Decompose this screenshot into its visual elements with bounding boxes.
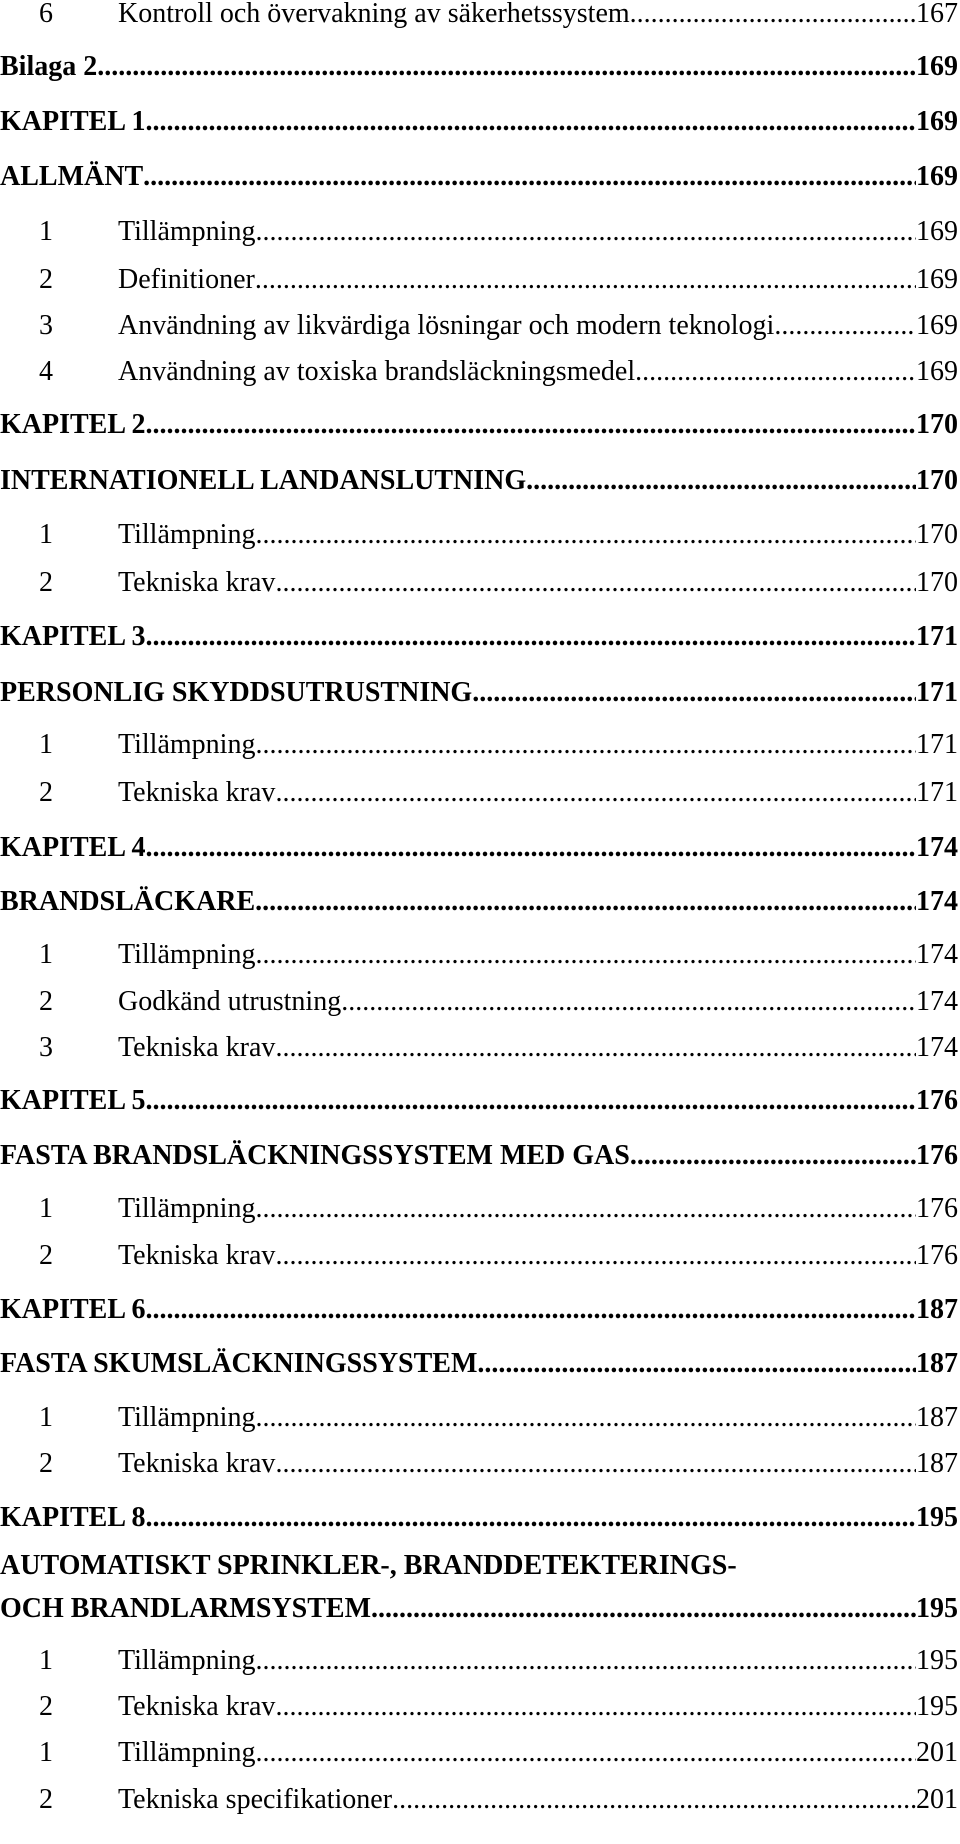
toc-dot-leader bbox=[145, 1501, 916, 1535]
toc-dot-leader bbox=[371, 1592, 916, 1626]
toc-dot-leader bbox=[255, 938, 916, 972]
toc-entry[interactable] bbox=[0, 1293, 958, 1327]
toc-dot-leader bbox=[255, 728, 916, 762]
toc-entry[interactable] bbox=[0, 50, 958, 84]
toc-entry-page-number: 171 bbox=[916, 621, 958, 652]
toc-entry-page-number: 174 bbox=[916, 939, 958, 970]
toc-entry-title: Användning av toxiska brandsläckningsmedel bbox=[118, 356, 636, 387]
toc-entry-title: FASTA SKUMSLÄCKNINGSSYSTEM bbox=[0, 1348, 478, 1379]
toc-entry[interactable] bbox=[0, 776, 958, 810]
toc-dot-leader bbox=[630, 0, 916, 31]
toc-dot-leader bbox=[275, 1447, 916, 1481]
toc-entry-number: 1 bbox=[39, 1402, 53, 1433]
toc-dot-leader bbox=[275, 1031, 916, 1065]
toc-entry[interactable] bbox=[0, 1347, 958, 1381]
toc-entry-title: KAPITEL 4 bbox=[0, 832, 146, 863]
toc-entry-title: Tillämpning bbox=[118, 1645, 256, 1676]
toc-entry-number: 1 bbox=[39, 1737, 53, 1768]
toc-entry[interactable] bbox=[0, 620, 958, 654]
toc-dot-leader bbox=[635, 355, 916, 389]
toc-dot-leader bbox=[255, 263, 916, 297]
toc-entry-page-number: 201 bbox=[916, 1784, 958, 1815]
toc-entry-page-number: 174 bbox=[916, 1032, 958, 1063]
toc-entry[interactable] bbox=[0, 985, 958, 1019]
toc-dot-leader bbox=[255, 1644, 916, 1678]
toc-dot-leader bbox=[255, 215, 916, 249]
toc-dot-leader bbox=[255, 1736, 916, 1770]
toc-entry[interactable] bbox=[0, 160, 958, 194]
toc-entry-title: Tekniska krav bbox=[118, 567, 276, 598]
toc-entry-title: Tillämpning bbox=[118, 1193, 256, 1224]
toc-dot-leader bbox=[145, 1084, 916, 1118]
toc-dot-leader bbox=[97, 50, 916, 84]
toc-entry-number: 2 bbox=[39, 1240, 53, 1271]
toc-dot-leader bbox=[145, 831, 916, 865]
toc-entry-number: 2 bbox=[39, 777, 53, 808]
toc-entry-title: Kontroll och övervakning av säkerhetssystem bbox=[118, 0, 630, 29]
toc-entry-title: Definitioner bbox=[118, 264, 255, 295]
toc-entry-title: Tekniska krav bbox=[118, 1691, 276, 1722]
toc-entry[interactable] bbox=[0, 1239, 958, 1273]
toc-entry-page-number: 187 bbox=[916, 1348, 958, 1379]
toc-entry-title: ALLMÄNT bbox=[0, 161, 144, 192]
toc-entry-number: 1 bbox=[39, 939, 53, 970]
toc-entry-page-number: 169 bbox=[916, 310, 958, 341]
toc-entry-title: Bilaga 2 bbox=[0, 51, 98, 82]
toc-dot-leader bbox=[145, 105, 916, 139]
toc-entry-title: KAPITEL 6 bbox=[0, 1294, 146, 1325]
toc-dot-leader bbox=[341, 985, 916, 1019]
toc-entry[interactable] bbox=[0, 0, 958, 31]
toc-dot-leader bbox=[275, 1690, 916, 1724]
toc-entry-page-number: 171 bbox=[916, 777, 958, 808]
toc-dot-leader bbox=[472, 676, 916, 710]
toc-entry[interactable] bbox=[0, 1501, 958, 1535]
toc-dot-leader bbox=[255, 1401, 916, 1435]
toc-entry[interactable] bbox=[0, 1192, 958, 1226]
toc-entry-title: Godkänd utrustning bbox=[118, 986, 342, 1017]
toc-entry[interactable] bbox=[0, 566, 958, 600]
toc-entry-title: Tekniska krav bbox=[118, 1240, 276, 1271]
toc-entry[interactable] bbox=[0, 464, 958, 498]
toc-entry[interactable] bbox=[0, 105, 958, 139]
toc-entry[interactable] bbox=[0, 1031, 958, 1065]
toc-entry-title: Tillämpning bbox=[118, 1737, 256, 1768]
toc-dot-leader bbox=[145, 1293, 916, 1327]
toc-entry-number: 1 bbox=[39, 216, 53, 247]
toc-entry-page-number: 176 bbox=[916, 1240, 958, 1271]
toc-dot-leader bbox=[275, 1239, 916, 1273]
toc-entry-title: INTERNATIONELL LANDANSLUTNING bbox=[0, 465, 527, 496]
toc-dot-leader bbox=[145, 620, 916, 654]
toc-entry-title: BRANDSLÄCKARE bbox=[0, 886, 256, 917]
toc-entry[interactable] bbox=[0, 1401, 958, 1435]
toc-entry-number: 4 bbox=[39, 356, 53, 387]
toc-entry-title: KAPITEL 3 bbox=[0, 621, 146, 652]
toc-entry[interactable] bbox=[0, 885, 958, 919]
toc-entry-title: KAPITEL 1 bbox=[0, 106, 146, 137]
toc-entry-page-number: 176 bbox=[916, 1140, 958, 1171]
toc-dot-leader bbox=[774, 309, 916, 343]
toc-dot-leader bbox=[630, 1139, 916, 1173]
toc-dot-leader bbox=[255, 885, 916, 919]
toc-dot-leader bbox=[145, 408, 916, 442]
toc-entry-title: Tekniska krav bbox=[118, 1448, 276, 1479]
toc-entry[interactable] bbox=[0, 1690, 958, 1724]
toc-entry-page-number: 195 bbox=[916, 1645, 958, 1676]
toc-entry[interactable] bbox=[0, 518, 958, 552]
toc-entry-number: 2 bbox=[39, 986, 53, 1017]
toc-entry[interactable] bbox=[0, 1736, 958, 1770]
toc-entry-number: 2 bbox=[39, 264, 53, 295]
toc-entry-number: 2 bbox=[39, 1784, 53, 1815]
toc-entry-title: Tekniska krav bbox=[118, 1032, 276, 1063]
toc-entry-title: Tillämpning bbox=[118, 216, 256, 247]
toc-entry-title: Tillämpning bbox=[118, 1402, 256, 1433]
toc-entry-number: 3 bbox=[39, 1032, 53, 1063]
toc-entry-number: 1 bbox=[39, 1645, 53, 1676]
toc-entry[interactable] bbox=[0, 309, 958, 343]
toc-entry-number: 3 bbox=[39, 310, 53, 341]
toc-entry-title: Användning av likvärdiga lösningar och modern teknologi bbox=[118, 310, 775, 341]
toc-entry-page-number: 201 bbox=[916, 1737, 958, 1768]
toc-entry[interactable] bbox=[0, 1139, 958, 1173]
toc-entry-page-number: 174 bbox=[916, 986, 958, 1017]
toc-entry[interactable] bbox=[0, 1592, 958, 1626]
toc-entry-title: Tekniska specifikationer bbox=[118, 1784, 393, 1815]
toc-entry[interactable] bbox=[0, 1084, 958, 1118]
toc-entry[interactable] bbox=[0, 408, 958, 442]
toc-entry-number: 2 bbox=[39, 567, 53, 598]
toc-entry-page-number: 195 bbox=[916, 1502, 958, 1533]
toc-entry-page-number: 170 bbox=[916, 519, 958, 550]
toc-dot-leader bbox=[275, 776, 916, 810]
toc-entry[interactable] bbox=[0, 1783, 958, 1817]
toc-entry-page-number: 169 bbox=[916, 106, 958, 137]
toc-entry-page-number: 176 bbox=[916, 1193, 958, 1224]
toc-dot-leader bbox=[255, 1192, 916, 1226]
toc-entry-page-number: 169 bbox=[916, 161, 958, 192]
toc-entry-page-number: 170 bbox=[916, 409, 958, 440]
toc-entry[interactable] bbox=[0, 263, 958, 297]
toc-dot-leader bbox=[477, 1347, 916, 1381]
toc-entry[interactable] bbox=[0, 1549, 958, 1583]
toc-entry-page-number: 176 bbox=[916, 1085, 958, 1116]
toc-entry-title: KAPITEL 5 bbox=[0, 1085, 146, 1116]
toc-entry-number: 6 bbox=[39, 0, 53, 29]
toc-dot-leader bbox=[255, 518, 916, 552]
toc-entry-page-number: 187 bbox=[916, 1294, 958, 1325]
toc-entry[interactable] bbox=[0, 938, 958, 972]
toc-entry[interactable] bbox=[0, 355, 958, 389]
toc-entry[interactable] bbox=[0, 1447, 958, 1481]
toc-entry-page-number: 169 bbox=[916, 264, 958, 295]
toc-entry-title: KAPITEL 2 bbox=[0, 409, 146, 440]
toc-entry[interactable] bbox=[0, 676, 958, 710]
toc-entry-number: 1 bbox=[39, 1193, 53, 1224]
toc-entry-page-number: 170 bbox=[916, 567, 958, 598]
toc-entry-page-number: 171 bbox=[916, 677, 958, 708]
toc-entry-page-number: 174 bbox=[916, 832, 958, 863]
toc-entry-title: Tillämpning bbox=[118, 729, 256, 760]
toc-entry-title: OCH BRANDLARMSYSTEM bbox=[0, 1593, 372, 1624]
toc-entry-page-number: 187 bbox=[916, 1448, 958, 1479]
toc-entry-number: 1 bbox=[39, 519, 53, 550]
toc-entry-page-number: 169 bbox=[916, 216, 958, 247]
toc-entry-title: PERSONLIG SKYDDSUTRUSTNING bbox=[0, 677, 473, 708]
toc-entry-number: 1 bbox=[39, 729, 53, 760]
toc-entry-page-number: 169 bbox=[916, 356, 958, 387]
toc-dot-leader bbox=[275, 566, 916, 600]
toc-entry[interactable] bbox=[0, 728, 958, 762]
toc-entry-page-number: 169 bbox=[916, 51, 958, 82]
toc-dot-leader bbox=[526, 464, 916, 498]
toc-entry-title: Tekniska krav bbox=[118, 777, 276, 808]
toc-entry-page-number: 174 bbox=[916, 886, 958, 917]
toc-entry[interactable] bbox=[0, 1644, 958, 1678]
toc-entry-page-number: 187 bbox=[916, 1402, 958, 1433]
toc-entry-title: Tillämpning bbox=[118, 939, 256, 970]
toc-entry-number: 2 bbox=[39, 1448, 53, 1479]
toc-entry[interactable] bbox=[0, 831, 958, 865]
toc-dot-leader bbox=[143, 160, 916, 194]
toc-entry-page-number: 170 bbox=[916, 465, 958, 496]
toc-entry[interactable] bbox=[0, 215, 958, 249]
toc-entry-page-number: 171 bbox=[916, 729, 958, 760]
toc-entry-page-number: 195 bbox=[916, 1593, 958, 1624]
toc-entry-title: FASTA BRANDSLÄCKNINGSSYSTEM MED GAS bbox=[0, 1140, 630, 1171]
toc-entry-page-number: 167 bbox=[916, 0, 958, 29]
toc-entry-title: AUTOMATISKT SPRINKLER-, BRANDDETEKTERINGS- bbox=[0, 1550, 737, 1581]
toc-dot-leader bbox=[392, 1783, 916, 1817]
toc-entry-number: 2 bbox=[39, 1691, 53, 1722]
toc-entry-title: KAPITEL 8 bbox=[0, 1502, 146, 1533]
toc-entry-page-number: 195 bbox=[916, 1691, 958, 1722]
toc-entry-title: Tillämpning bbox=[118, 519, 256, 550]
